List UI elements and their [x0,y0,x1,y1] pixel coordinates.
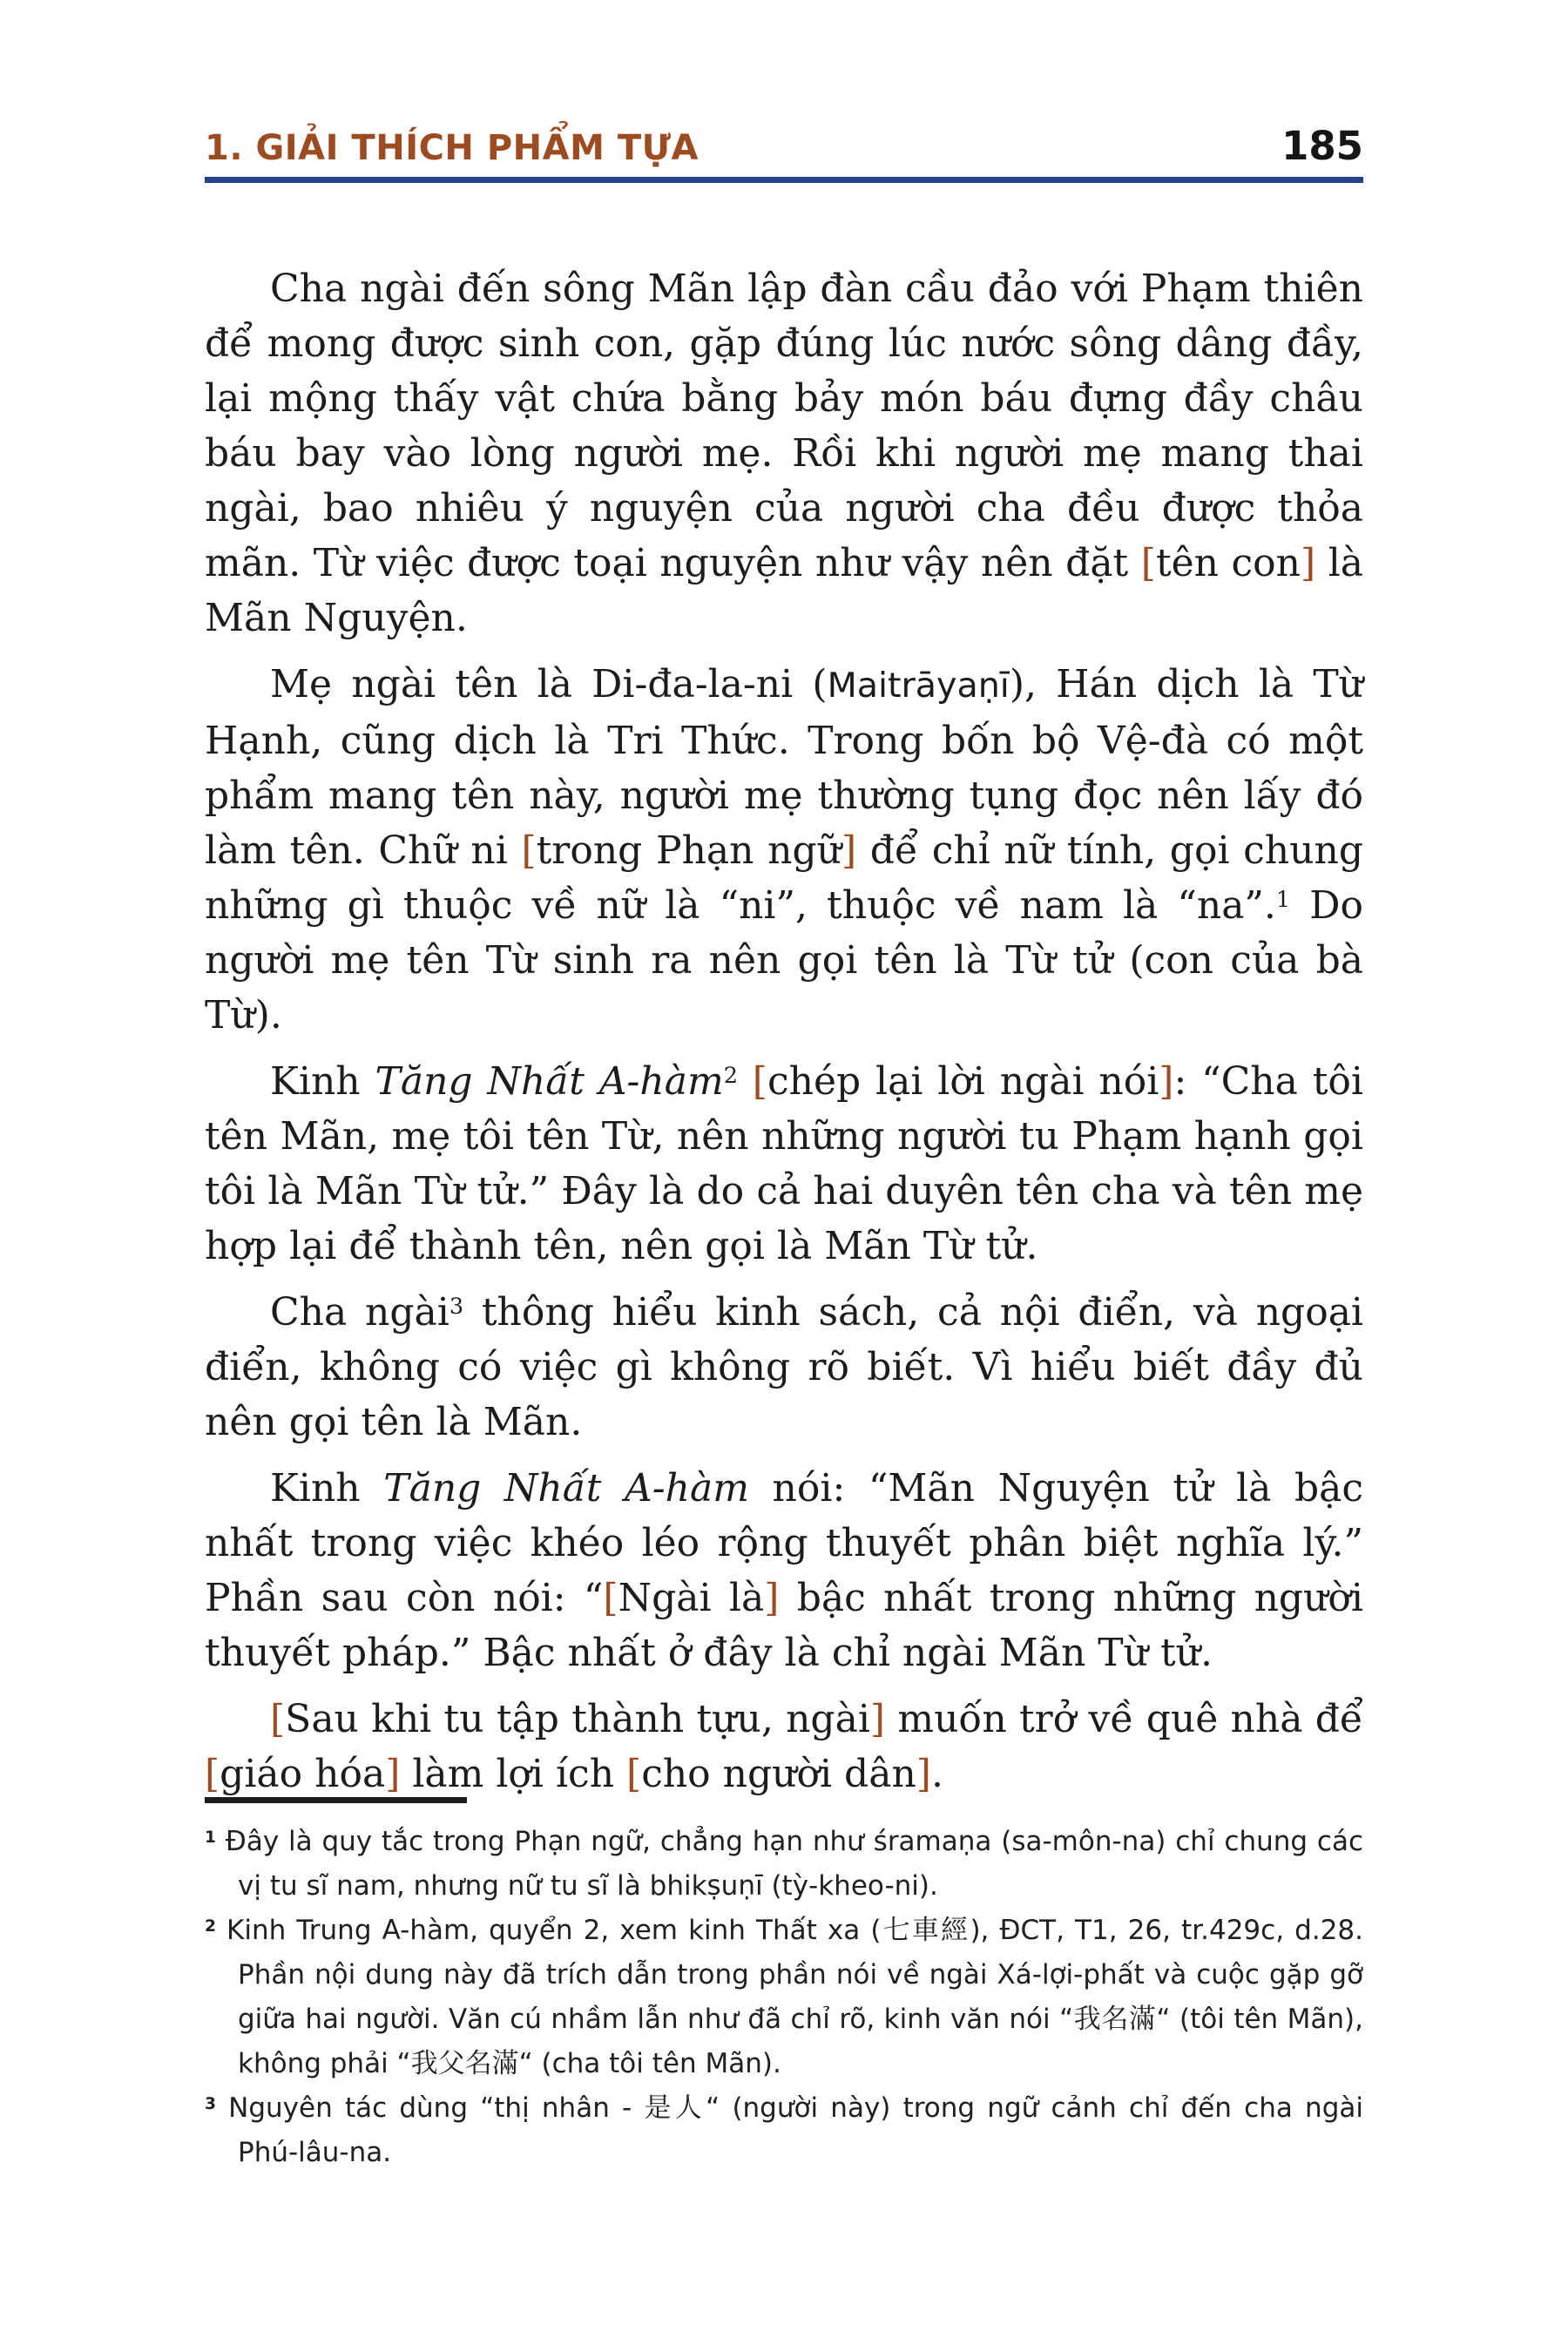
footnote-marker: 1 [205,1828,216,1847]
running-head [205,123,1363,169]
footnote-marker: 2 [205,1916,216,1936]
body-paragraph [205,657,1363,1043]
text-segment: ), Hán dịch là Từ Hạnh, cũng dịch là Tri Thức. Trong bốn bộ Vệ-đà có một phẩm mang tên này, người mẹ thường tụng đọc nên lấy đó làm tên. Chữ ni [205,662,1363,873]
editorial-bracket: ] [841,828,857,873]
text-segment: Tăng Nhất A-hàm [383,1466,749,1511]
text-segment: bậc nhất trong những người thuyết pháp.” Bậc nhất ở đây là chỉ ngài Mãn Từ tử. [205,1576,1363,1675]
text-segment: “ (cha tôi tên Mãn). [518,2048,781,2079]
editorial-bracket: [ [1140,541,1156,585]
text-segment: để chỉ nữ tính, gọi chung những gì thuộc về nữ là “ni”, thuộc về nam là “na”. [205,828,1363,928]
footnotes [205,1797,1363,2175]
text-segment: làm lợi ích [400,1752,627,1796]
text-segment: . [930,1752,943,1796]
footnote-marker: 3 [205,2094,216,2113]
text-segment: Kinh Trung A-hàm, quyển 2, xem kinh Thất xa ( [215,1915,882,1946]
body-paragraph [205,1692,1363,1801]
page-header [205,123,1363,183]
editorial-bracket: ] [385,1752,401,1796]
text-segment: ), ĐCT, T1, 26, tr.429c, d.28. Phần nội dung này đã trích dẫn trong phần nói về ngài Xá-lợi-phất và cuộc gặp gỡ giữa hai người. Văn cú nhầm lẫn như đã chỉ rõ, kinh văn nói “ [238,1915,1363,2035]
text-segment: 我父名滿 [410,2048,519,2079]
footnote-marker: 3 [449,1293,464,1320]
editorial-bracket: [ [521,828,537,873]
footnote-marker: 1 [1275,886,1291,913]
text-segment: trong Phạn ngữ [536,828,841,873]
text-segment: : “Cha tôi tên Mãn, mẹ tôi tên Từ, nên những người tu Phạm hạnh gọi tôi là Mãn Từ tử.” Đây là do cả hai duyên tên cha và tên mẹ hợp lại để thành tên, nên gọi là Mãn Từ tử. [205,1059,1363,1268]
body-paragraph [205,1285,1363,1450]
footnote [205,2086,1363,2175]
text-segment: Maitrāyaṇī [827,666,1010,706]
page-number: 185 [1281,123,1363,169]
text-segment [738,1059,753,1104]
section-title: 1. GIẢI THÍCH PHẨM TỰA [205,128,699,168]
text-segment: Đây là quy tắc trong Phạn ngữ, chẳng hạn như śramaṇa (sa-môn-na) chỉ chung các vị tu sĩ nam, nhưng nữ tu sĩ là bhikṣuṇī (tỳ-kheo-ni). [215,1826,1363,1902]
body-text [205,261,1363,1801]
text-segment: “ (người này) trong ngữ cảnh chỉ đến cha ngài Phú-lâu-na. [238,2092,1363,2168]
editorial-bracket: ] [764,1576,780,1620]
text-segment: Ngài là [618,1576,765,1620]
text-segment: Cha ngài [270,1290,449,1335]
text-segment: cho người dân [641,1752,916,1796]
header-rule [205,177,1363,183]
editorial-bracket: ] [916,1752,931,1796]
editorial-bracket: [ [205,1752,220,1796]
text-segment: nói: “Mãn Nguyện tử là bậc nhất trong việc khéo léo rộng thuyết phân biệt nghĩa lý.” Phần sau còn nói: “ [205,1466,1364,1620]
text-segment: Sau khi tu tập thành tựu, ngài [285,1697,870,1741]
text-segment: chép lại lời ngài nói [767,1059,1159,1104]
footnote [205,1820,1363,1909]
footnote [205,1909,1363,2086]
footnote-marker: 2 [723,1062,738,1089]
text-segment: muốn trở về quê nhà để [885,1697,1363,1741]
footnote-rule [205,1797,467,1803]
editorial-bracket: ] [1159,1059,1174,1104]
text-segment: tên con [1155,541,1301,585]
text-segment: 七車經 [881,1915,970,1946]
body-paragraph [205,261,1363,645]
text-segment: Cha ngài đến sông Mãn lập đàn cầu đảo với Phạm thiên để mong được sinh con, gặp đúng lúc nước sông dâng đầy, lại mộng thấy vật chứa bằng bảy món báu đựng đầy châu báu bay vào lòng người mẹ. Rồi khi người mẹ mang thai ngài, bao nhiêu ý nguyện của người cha đều được thỏa mãn. Từ việc được toại nguyện như vậy nên đặt [205,267,1363,585]
text-segment: thông hiểu kinh sách, cả nội điển, và ngoại điển, không có việc gì không rõ biết. Vì hiểu biết đầy đủ nên gọi tên là Mãn. [205,1290,1364,1444]
text-segment: Kinh [270,1059,375,1104]
text-segment: Kinh [270,1466,384,1511]
text-segment: “ (tôi tên Mãn), không phải “ [238,2004,1363,2079]
page-content [205,0,1363,2352]
editorial-bracket: [ [626,1752,642,1796]
editorial-bracket: ] [869,1697,886,1741]
text-segment: là Mãn Nguyện. [205,541,1364,640]
text-segment: Mẹ ngài tên là Di-đa-la-ni ( [270,662,828,706]
footnote-list [205,1820,1363,2175]
text-segment: Nguyên tác dùng “thị nhân - [215,2092,645,2124]
editorial-bracket: [ [603,1576,618,1620]
body-paragraph [205,1054,1363,1274]
body-paragraph [205,1461,1363,1680]
editorial-bracket: [ [752,1059,767,1104]
text-segment: 我名滿 [1073,2004,1157,2035]
text-segment: 是人 [644,2092,706,2124]
text-segment: giáo hóa [220,1752,386,1796]
editorial-bracket: ] [1301,541,1316,585]
editorial-bracket: [ [270,1697,286,1741]
text-segment: Tăng Nhất A-hàm [375,1059,724,1104]
text-segment: Do người mẹ tên Từ sinh ra nên gọi tên là Từ tử (con của bà Từ). [205,883,1363,1037]
